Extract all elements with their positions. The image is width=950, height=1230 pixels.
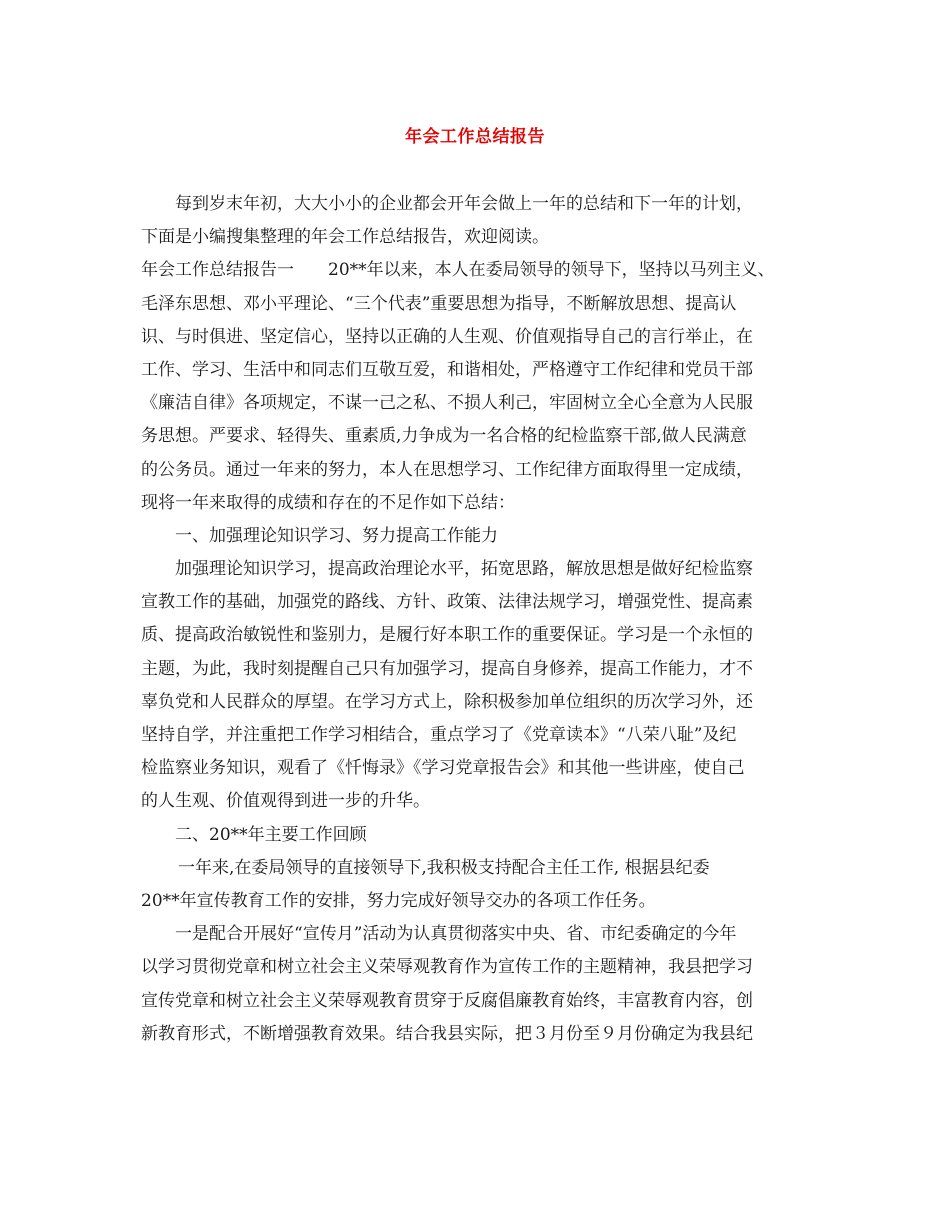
text-line: 一是配合开展好“宣传月”活动为认真贯彻落实中央、省、市纪委确定的今年 <box>175 924 737 945</box>
text-line: 检监察业务知识，观看了《忏悔录》《学习党章报告会》和其他一些讲座，使自己 <box>141 758 745 779</box>
text-line: 的公务员。通过一年来的努力，本人在思想学习、工作纪律方面取得里一定成绩， <box>141 459 753 480</box>
text-line: 主题，为此，我时刻提醒自己只有加强学习，提高自身修养，提高工作能力，才不 <box>141 658 753 679</box>
text-line: 每到岁末年初，大大小小的企业都会开年会做上一年的总结和下一年的计划， <box>175 194 753 214</box>
document-title: 年会工作总结报告 <box>405 127 545 147</box>
text-line: 年会工作总结报告一 20**年以来，本人在委局领导的领导下，坚持以马列主义、 <box>141 260 775 281</box>
text-line: 二、20**年主要工作回顾 <box>175 824 367 845</box>
text-line: 现将一年来取得的成绩和存在的不足作如下总结： <box>141 492 515 513</box>
text-line: 工作、学习、生活中和同志们互敬互爱，和谐相处，严格遵守工作纪律和党员干部 <box>141 359 753 380</box>
text-line: 新教育形式，不断增强教育效果。结合我县实际，把３月份至９月份确定为我县纪 <box>141 1023 753 1044</box>
text-line: 20**年宣传教育工作的安排，努力完成好领导交办的各项工作任务。 <box>141 890 656 911</box>
text-line: 坚持自学，并注重把工作学习相结合，重点学习了《党章读本》“八荣八耻”及纪 <box>141 725 737 745</box>
text-line: 宣传党章和树立社会主义荣辱观教育贯穿于反腐倡廉教育始终，丰富教育内容，创 <box>141 990 753 1011</box>
text-line: 一、加强理论知识学习、努力提高工作能力 <box>175 525 498 546</box>
document-body <box>141 188 821 1051</box>
text-line: 质、提高政治敏锐性和鉴别力，是履行好本职工作的重要保证。学习是一个永恒的 <box>141 625 753 646</box>
text-line: 加强理论知识学习，提高政治理论水平，拓宽思路，解放思想是做好纪检监察 <box>175 559 753 580</box>
text-line: 一年来,在委局领导的直接领导下,我积极支持配合主任工作, 根据县纪委 <box>178 857 710 878</box>
text-line: 《廉洁自律》各项规定，不谋一己之私、不损人利己，牢固树立全心全意为人民服 <box>141 393 753 414</box>
text-line: 以学习贯彻党章和树立社会主义荣辱观教育作为宣传工作的主题精神，我县把学习 <box>141 957 753 978</box>
text-line: 宣教工作的基础，加强党的路线、方针、政策、法律法规学习，增强党性、提高素 <box>141 592 753 613</box>
text-line: 下面是小编搜集整理的年会工作总结报告，欢迎阅读。 <box>141 227 549 248</box>
text-line: 务思想。严要求、轻得失、重素质,力争成为一名合格的纪检监察干部,做人民满意 <box>141 426 747 447</box>
text-line: 的人生观、价值观得到进一步的升华。 <box>141 791 430 812</box>
text-line: 识、与时俱进、坚定信心，坚持以正确的人生观、价值观指导自己的言行举止，在 <box>141 326 753 347</box>
text-line: 毛泽东思想、邓小平理论、“三个代表”重要思想为指导，不断解放思想、提高认 <box>141 293 737 314</box>
text-line: 辜负党和人民群众的厚望。在学习方式上，除积极参加单位组织的历次学习外，还 <box>141 691 753 712</box>
